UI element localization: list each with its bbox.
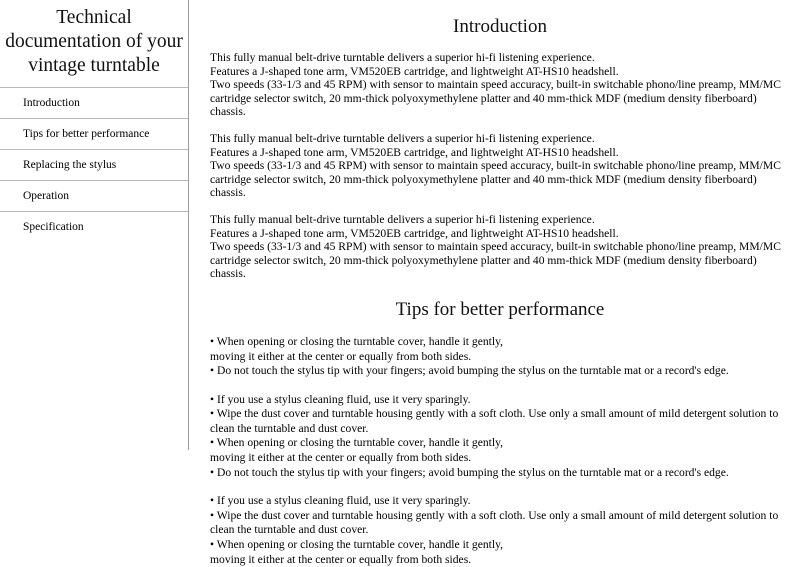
tip-line: moving it either at the center or equally from both sides. <box>210 552 472 566</box>
sidebar-nav-list <box>0 87 188 242</box>
paragraph-line: Two speeds (33-1/3 and 45 RPM) with sensor to maintain speed accuracy, built-in switchable phono/line preamp, MM/MC cartridge selector switch, 20 mm-thick polyoxymethylene platter and 40 mm-thick MDF (medium density fiberboard) chassis. <box>210 78 781 119</box>
paragraph-line: Features a J-shaped tone arm, VM520EB cartridge, and lightweight AT-HS10 headshell. <box>210 226 619 240</box>
paragraph-line: This fully manual belt-drive turntable delivers a superior hi-fi listening experience. <box>210 131 595 145</box>
tip-line: • If you use a stylus cleaning fluid, use it very sparingly. <box>210 494 471 508</box>
paragraph-block <box>210 132 790 200</box>
sidebar-item-label: Introduction <box>23 97 80 109</box>
paragraph-line: Two speeds (33-1/3 and 45 RPM) with sensor to maintain speed accuracy, built-in switchable phono/line preamp, MM/MC cartridge selector switch, 20 mm-thick polyoxymethylene platter and 40 mm-thick MDF (medium density fiberboard) chassis. <box>210 240 781 281</box>
tip-block <box>210 494 790 567</box>
sidebar-item-label: Specification <box>23 221 84 233</box>
sidebar-item-specification[interactable] <box>0 211 188 242</box>
tip-line: • Do not touch the stylus tip with your fingers; avoid bumping the stylus on the turntable mat or a record's edge. <box>210 364 729 378</box>
tip-line: moving it either at the center or equally from both sides. <box>210 349 472 363</box>
sidebar-item-label: Operation <box>23 190 69 202</box>
sidebar-item-replacing-the-stylus[interactable] <box>0 149 188 180</box>
sidebar-item-introduction[interactable] <box>0 87 188 118</box>
tip-line: • Wipe the dust cover and turntable housing gently with a soft cloth. Use only a small amount of mild detergent solution to clean the turntable and dust cover. <box>210 508 779 537</box>
paragraph-line: This fully manual belt-drive turntable delivers a superior hi-fi listening experience. <box>210 212 595 226</box>
tip-block <box>210 393 790 481</box>
section-heading-introduction: Introduction <box>453 16 547 37</box>
paragraph-line: Two speeds (33-1/3 and 45 RPM) with sensor to maintain speed accuracy, built-in switchable phono/line preamp, MM/MC cartridge selector switch, 20 mm-thick polyoxymethylene platter and 40 mm-thick MDF (medium density fiberboard) chassis. <box>210 159 781 200</box>
paragraph-line: Features a J-shaped tone arm, VM520EB cartridge, and lightweight AT-HS10 headshell. <box>210 145 619 159</box>
paragraph-line: This fully manual belt-drive turntable delivers a superior hi-fi listening experience. <box>210 51 595 64</box>
tip-line: • When opening or closing the turntable cover, handle it gently, <box>210 538 504 552</box>
sidebar <box>0 0 189 450</box>
tip-line: • When opening or closing the turntable cover, handle it gently, <box>210 436 504 450</box>
tip-line: • Wipe the dust cover and turntable housing gently with a soft cloth. Use only a small amount of mild detergent solution to clean the turntable and dust cover. <box>210 407 779 435</box>
sidebar-item-label: Tips for better performance <box>23 128 150 140</box>
paragraph-block <box>210 51 790 119</box>
section-heading-tips-for-better-performance: Tips for better performance <box>395 298 605 320</box>
tip-line: moving it either at the center or equally from both sides. <box>210 451 472 465</box>
tip-line: • Do not touch the stylus tip with your fingers; avoid bumping the stylus on the turntable mat or a record's edge. <box>210 465 729 479</box>
sidebar-item-label: Replacing the stylus <box>23 159 117 171</box>
page-title: Technical documentation of your vintage turntable <box>5 7 183 76</box>
paragraph-block <box>210 213 790 281</box>
tip-line: • When opening or closing the turntable cover, handle it gently, <box>210 334 504 348</box>
main-content <box>189 0 800 566</box>
tip-line: • If you use a stylus cleaning fluid, use it very sparingly. <box>210 392 471 406</box>
sidebar-item-operation[interactable] <box>0 180 188 211</box>
tip-block <box>210 335 790 379</box>
sidebar-item-tips-for-better-performance[interactable] <box>0 118 188 149</box>
paragraph-line: Features a J-shaped tone arm, VM520EB cartridge, and lightweight AT-HS10 headshell. <box>210 64 619 78</box>
